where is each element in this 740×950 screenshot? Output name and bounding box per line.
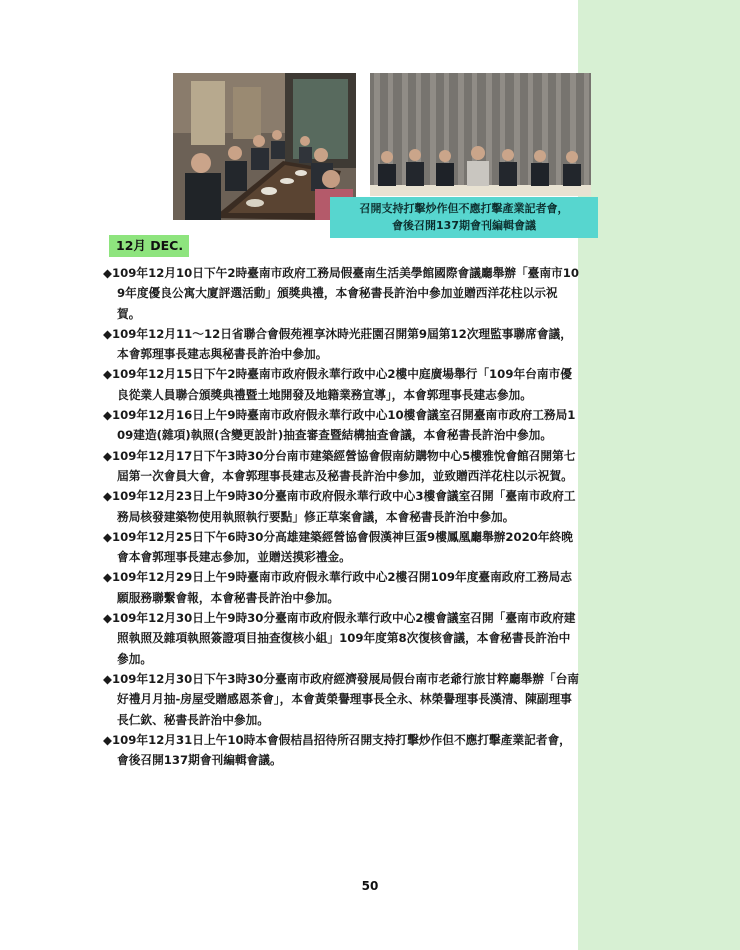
- event-entry-5: ◆109年12月17日下午3時30分台南市建築經營協會假南紡購物中心5樓雅悅會館召開第七屆第一次會員大會，本會郭理事長建志及秘書長許治中參加，並致贈西洋花柱以示祝賀。: [103, 448, 576, 483]
- photo-caption-line-2: 會後召開137期會刊編輯會議: [392, 219, 536, 232]
- event-entry-4: ◆109年12月16日上午9時臺南市政府假永華行政中心10樓會議室召開臺南市政府工務局109建造(雜項)執照(含變更設計)抽查審查暨結構抽查會議，本會秘書長許治中參加。: [103, 408, 576, 443]
- photo-caption-line-1: 召開支持打擊炒作但不應打擊產業記者會，: [359, 202, 569, 215]
- event-entry-1: ◆109年12月10日下午2時臺南市政府工務局假臺南生活美學館國際會議廳舉辦「臺南市109年度優良公寓大廈評選活動」頒獎典禮，本會秘書長許治中參加並贈西洋花柱以示祝賀。: [103, 266, 579, 321]
- event-entry-7: ◆109年12月25日下午6時30分高雄建築經營協會假漢神巨蛋9樓鳳凰廳舉辦2020年終晚會本會郭理事長建志參加，並贈送摸彩禮金。: [103, 529, 573, 565]
- event-entry-8: ◆109年12月29日上午9時臺南市政府假永華行政中心2樓召開109年度臺南政府工務局志願服務聯繫會報，本會秘書長許治中參加。: [103, 570, 572, 605]
- event-entry-2: ◆109年12月11～12日省聯合會假苑裡享沐時光莊園召開第9屆第12次理監事聯席會議，本會郭理事長建志與秘書長許治中參加。: [103, 326, 572, 362]
- meeting-photo: [173, 73, 356, 220]
- press-conference-photo: [370, 73, 591, 196]
- photo-caption: [330, 197, 598, 238]
- month-heading: 12月 DEC.: [109, 235, 189, 257]
- side-color-bar: [578, 0, 740, 950]
- event-entry-6: ◆109年12月23日上午9時30分臺南市政府假永華行政中心3樓會議室召開「臺南市政府工務局核發建築物使用執照執行要點」修正草案會議，本會秘書長許治中參加。: [103, 489, 576, 524]
- event-entry-3: ◆109年12月15日下午2時臺南市政府假永華行政中心2樓中庭廣場舉行「109年台南市優良從業人員聯合頒獎典禮暨土地開發及地籍業務宣導」，本會郭理事長建志參加。: [103, 367, 572, 402]
- event-entry-11: ◆109年12月31日上午10時本會假桔昌招待所召開支持打擊炒作但不應打擊產業記者會，會後召開137期會刊編輯會議。: [103, 732, 571, 768]
- meeting-photo-image: [173, 73, 356, 220]
- press-conference-photo-image: [370, 73, 591, 196]
- page-number: 50: [361, 879, 379, 893]
- event-entry-10: ◆109年12月30日下午3時30分臺南市政府經濟發展局假台南市老爺行旅甘粹廳舉辦「台南好禮月月抽-房屋受贈感恩茶會」，本會黃榮譽理事長全永、林榮譽理事長漢清、陳副理事長仁欽、秘書長許治中參加。: [103, 671, 579, 727]
- event-entry-9: ◆109年12月30日上午9時30分臺南市政府假永華行政中心2樓會議室召開「臺南市政府建照執照及雜項執照簽證項目抽查復核小組」109年度第8次復核會議，本會秘書長許治中參加。: [103, 611, 576, 666]
- event-list: [103, 263, 579, 770]
